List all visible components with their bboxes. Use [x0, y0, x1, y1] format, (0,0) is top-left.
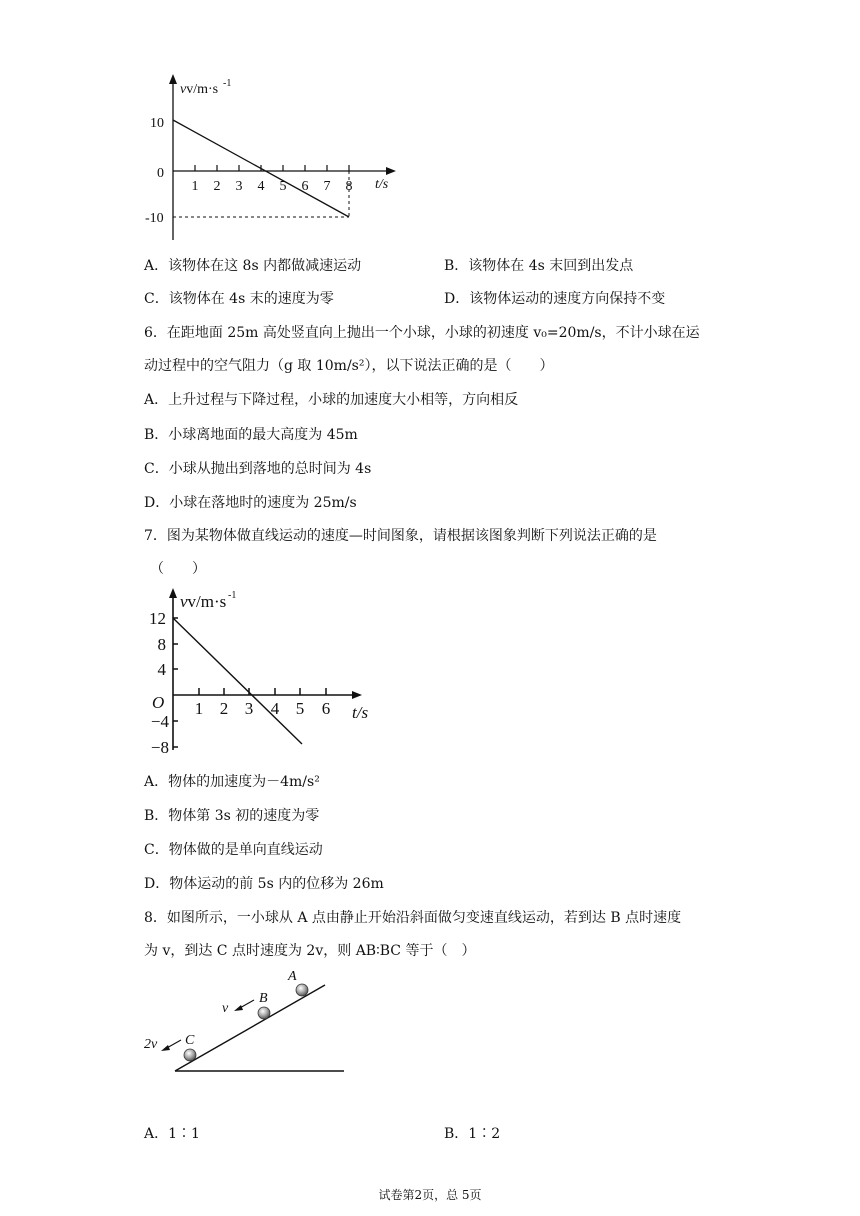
graph1-x-tick: 7: [323, 179, 331, 194]
graph2-y-tick: 4: [157, 660, 166, 679]
incline-diagram: [0, 960, 860, 1090]
q6-stem-line-2: 动过程中的空气阻力（g 取 10m/s²），以下说法正确的是（ ）: [144, 358, 554, 374]
graph2-x-tick: 5: [295, 699, 305, 718]
velocity-time-graph-1: [0, 0, 860, 260]
graph2-y-axis-exp: -1: [228, 590, 237, 601]
q6-option-a: A．上升过程与下降过程，小球的加速度大小相等，方向相反: [144, 392, 519, 408]
graph2-x-tick: 6: [321, 699, 331, 718]
graph1-x-tick: 2: [213, 179, 221, 194]
q5-option-d: D．该物体运动的速度方向保持不变: [444, 291, 666, 307]
graph2-x-tick: 2: [219, 699, 229, 718]
graph2-x-tick: 1: [194, 699, 204, 718]
q7-option-c: C．物体做的是单向直线运动: [144, 842, 323, 858]
q7-stem-line-1: 7．图为某物体做直线运动的速度—时间图象，请根据该图象判断下列说法正确的是: [144, 528, 657, 544]
graph1-x-axis-label-text: t/s: [375, 177, 389, 192]
label-v: v: [222, 1001, 229, 1016]
graph2-velocity-line: [173, 618, 302, 744]
graph1-y-axis-exp: -1: [223, 78, 232, 89]
graph2-x-axis-label-text: t/s: [352, 703, 369, 722]
graph2-y-tick: −8: [150, 738, 169, 757]
graph2-y-axis-label: vv/m·s: [180, 592, 227, 611]
graph2-x-tick: 4: [270, 699, 280, 718]
label-2v: [144, 1037, 158, 1052]
graph1-y-axis-label: vv/m·s: [180, 82, 219, 97]
graph1-y-axis-label-text: v/m·s: [186, 82, 219, 97]
page-footer: 试卷第2页，总 5页: [378, 1188, 482, 1202]
label-2v-text: 2v: [144, 1037, 158, 1052]
q8-stem-line-2: 为 v，到达 C 点时速度为 2v，则 AB∶BC 等于（ ）: [144, 943, 476, 959]
graph1-y-tick-0: 0: [157, 166, 164, 181]
q8-stem-line-1: 8．如图所示，一小球从 A 点由静止开始沿斜面做匀变速直线运动，若到达 B 点时速度: [144, 910, 682, 926]
graph2-origin-label: O: [152, 693, 165, 712]
q8-option-a: A．1∶1: [144, 1126, 200, 1142]
q7-option-a: A．物体的加速度为－4m/s²: [144, 774, 320, 790]
q5-option-c: C．该物体在 4s 末的速度为零: [144, 291, 334, 307]
graph1-x-tick: 4: [257, 179, 265, 194]
q6-option-b: B．小球离地面的最大高度为 45m: [144, 427, 358, 443]
graph1-x-tick: 1: [191, 179, 199, 194]
graph1-x-tick: 8: [345, 179, 353, 194]
graph2-y-tick: −4: [150, 712, 169, 731]
q6-option-c: C．小球从抛出到落地的总时间为 4s: [144, 461, 372, 477]
q7-option-b: B．物体第 3s 初的速度为零: [144, 808, 320, 824]
graph2-x-axis-label: [352, 703, 368, 722]
graph2-y-axis-label-text: v/m·s: [187, 592, 227, 611]
label-c: C: [185, 1033, 195, 1048]
graph1-velocity-line: [173, 120, 349, 217]
graph1-x-axis-label: [375, 177, 389, 192]
label-b: B: [259, 991, 268, 1006]
graph1-y-tick-10: 10: [150, 116, 164, 131]
graph2-y-tick: 8: [157, 635, 166, 654]
q6-option-d: D．小球在落地时的速度为 25m/s: [144, 495, 357, 511]
q5-option-a: A．该物体在这 8s 内都做减速运动: [144, 258, 362, 274]
q7-stem-line-2: （ ）: [150, 561, 206, 577]
ball-c: [184, 1049, 196, 1061]
label-a: A: [288, 969, 297, 984]
ball-b: [258, 1007, 270, 1019]
velocity-time-graph-2: [0, 580, 860, 780]
q7-option-d: D．物体运动的前 5s 内的位移为 26m: [144, 876, 384, 892]
q6-stem-line-1: 6．在距地面 25m 高处竖直向上抛出一个小球，小球的初速度 v₀=20m/s，不计小球在运: [144, 325, 700, 341]
graph1-x-tick: 5: [279, 179, 287, 194]
graph1-y-tick-neg10: -10: [145, 211, 164, 226]
graph2-x-tick: 3: [244, 699, 254, 718]
graph2-y-tick: 12: [149, 609, 166, 628]
q5-option-b: B．该物体在 4s 末回到出发点: [444, 258, 634, 274]
q8-option-b: B．1∶2: [444, 1126, 501, 1142]
graph1-x-tick: 3: [235, 179, 243, 194]
graph1-x-tick: 6: [301, 179, 309, 194]
ball-a: [296, 984, 308, 996]
